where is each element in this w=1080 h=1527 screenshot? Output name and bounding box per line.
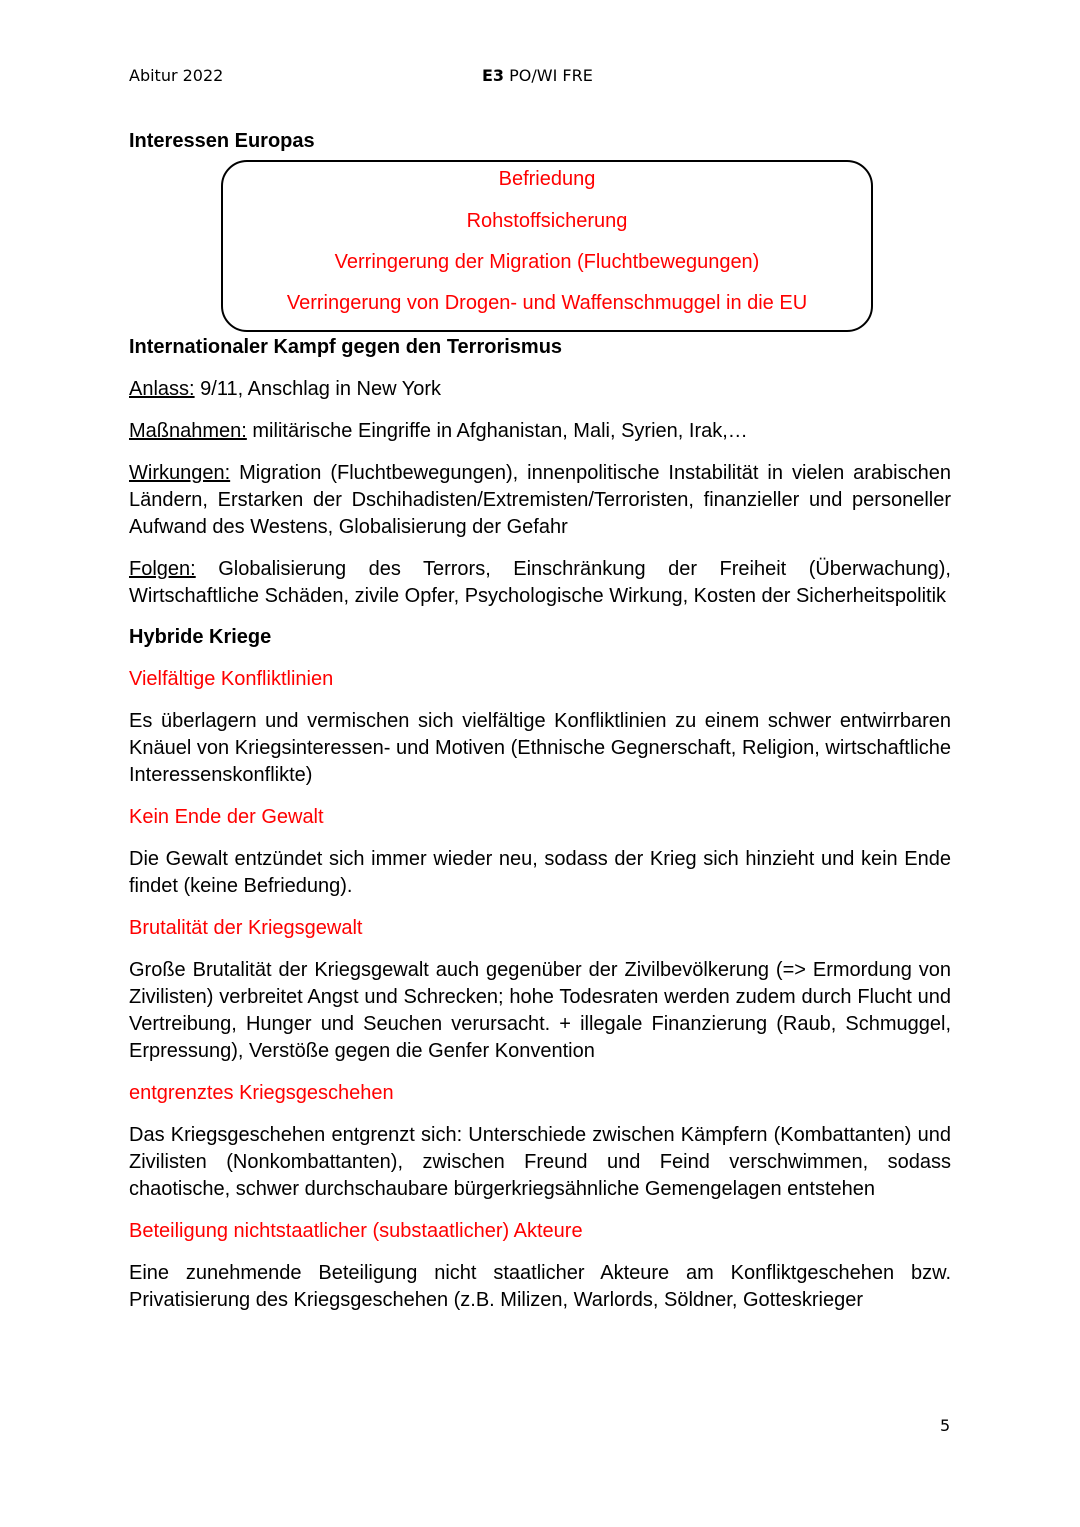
section-text-gewalt: Die Gewalt entzündet sich immer wieder neu, sodass der Krieg sich hinzieht und kein Ende findet (keine Befriedung). [129,848,951,897]
interessen-item: Verringerung von Drogen- und Waffenschmuggel in die EU [286,292,808,314]
interessen-item: Rohstoffsicherung [466,210,628,232]
anlass-label: Anlass: [129,378,195,400]
interessen-item: Befriedung [498,168,596,190]
page-number: 5 [940,1416,951,1435]
interessen-item: Verringerung der Migration (Fluchtbewegungen) [334,251,760,273]
anlass-text: 9/11, Anschlag in New York [194,378,442,400]
folgen-label: Folgen: [129,558,196,580]
header-course-code: E3 [482,66,505,85]
wirkungen-paragraph [129,460,951,541]
section-title-brutalitaet: Brutalität der Kriegsgewalt [129,917,363,939]
header-course [482,66,593,85]
page-content [129,128,951,1314]
massnahmen-line [129,418,951,445]
header-exam-year: Abitur 2022 [129,66,224,85]
heading-terrorismus: Internationaler Kampf gegen den Terrorismus [129,336,563,358]
massnahmen-text: militärische Eingriffe in Afghanistan, Mali, Syrien, Irak,… [246,420,748,442]
page-header [129,66,951,88]
heading-hybride-kriege: Hybride Kriege [129,626,272,648]
section-title-gewalt: Kein Ende der Gewalt [129,806,324,828]
folgen-paragraph [129,556,951,610]
section-title-konfliktlinien: Vielfältige Konfliktlinien [129,668,334,690]
section-text-brutalitaet: Große Brutalität der Kriegsgewalt auch gegenüber der Zivilbevölkerung (=> Ermordung von Zivilisten) verbreitet Angst und Schrecken; hohe Todesraten werden zudem durch Flucht und Vertreibung, Hunger und Seuchen verursacht. + illegale Finanzierung (Raub, Schmuggel, Erpressung), Verstöße gegen die Genfer Konvention [129,959,951,1062]
section-text-entgrenzt: Das Kriegsgeschehen entgrenzt sich: Unterschiede zwischen Kämpfern (Kombattanten) und Zivilisten (Nonkombattanten), zwischen Freund und Feind verschwimmen, sodass chaotische, schwer durchschaubare bürgerkriegsähnliche Gemengelagen entstehen [129,1124,951,1200]
section-title-akteure: Beteiligung nichtstaatlicher (substaatlicher) Akteure [129,1220,583,1242]
folgen-text: Globalisierung des Terrors, Einschränkung der Freiheit (Überwachung), Wirtschaftliche Schäden, zivile Opfer, Psychologische Wirkung, Kosten der Sicherheitspolitik [129,558,951,607]
massnahmen-label: Maßnahmen: [129,420,247,442]
section-title-entgrenzt: entgrenztes Kriegsgeschehen [129,1082,394,1104]
wirkungen-text: Migration (Fluchtbewegungen), innenpolitische Instabilität in vielen arabischen Ländern, Erstarken der Dschihadisten/Extremisten/Terroristen, finanzieller und personeller Aufwand des Westens, Globalisierung der Gefahr [129,462,951,538]
wirkungen-label: Wirkungen: [129,462,231,484]
section-text-konfliktlinien: Es überlagern und vermischen sich vielfältige Konfliktlinien zu einem schwer entwirrbaren Knäuel von Kriegsinteressen- und Motiven (Ethnische Gegnerschaft, Religion, wirtschaftliche Interessenskonflikte) [129,710,951,786]
heading-interessen-europas: Interessen Europas [129,130,315,152]
interessen-box [221,160,873,332]
section-text-akteure: Eine zunehmende Beteiligung nicht staatlicher Akteure am Konfliktgeschehen bzw. Privatisierung des Kriegsgeschehen (z.B. Milizen, Warlords, Söldner, Gotteskrieger [129,1262,951,1311]
anlass-line [129,376,951,403]
header-course-subject: PO/WI FRE [504,66,593,85]
